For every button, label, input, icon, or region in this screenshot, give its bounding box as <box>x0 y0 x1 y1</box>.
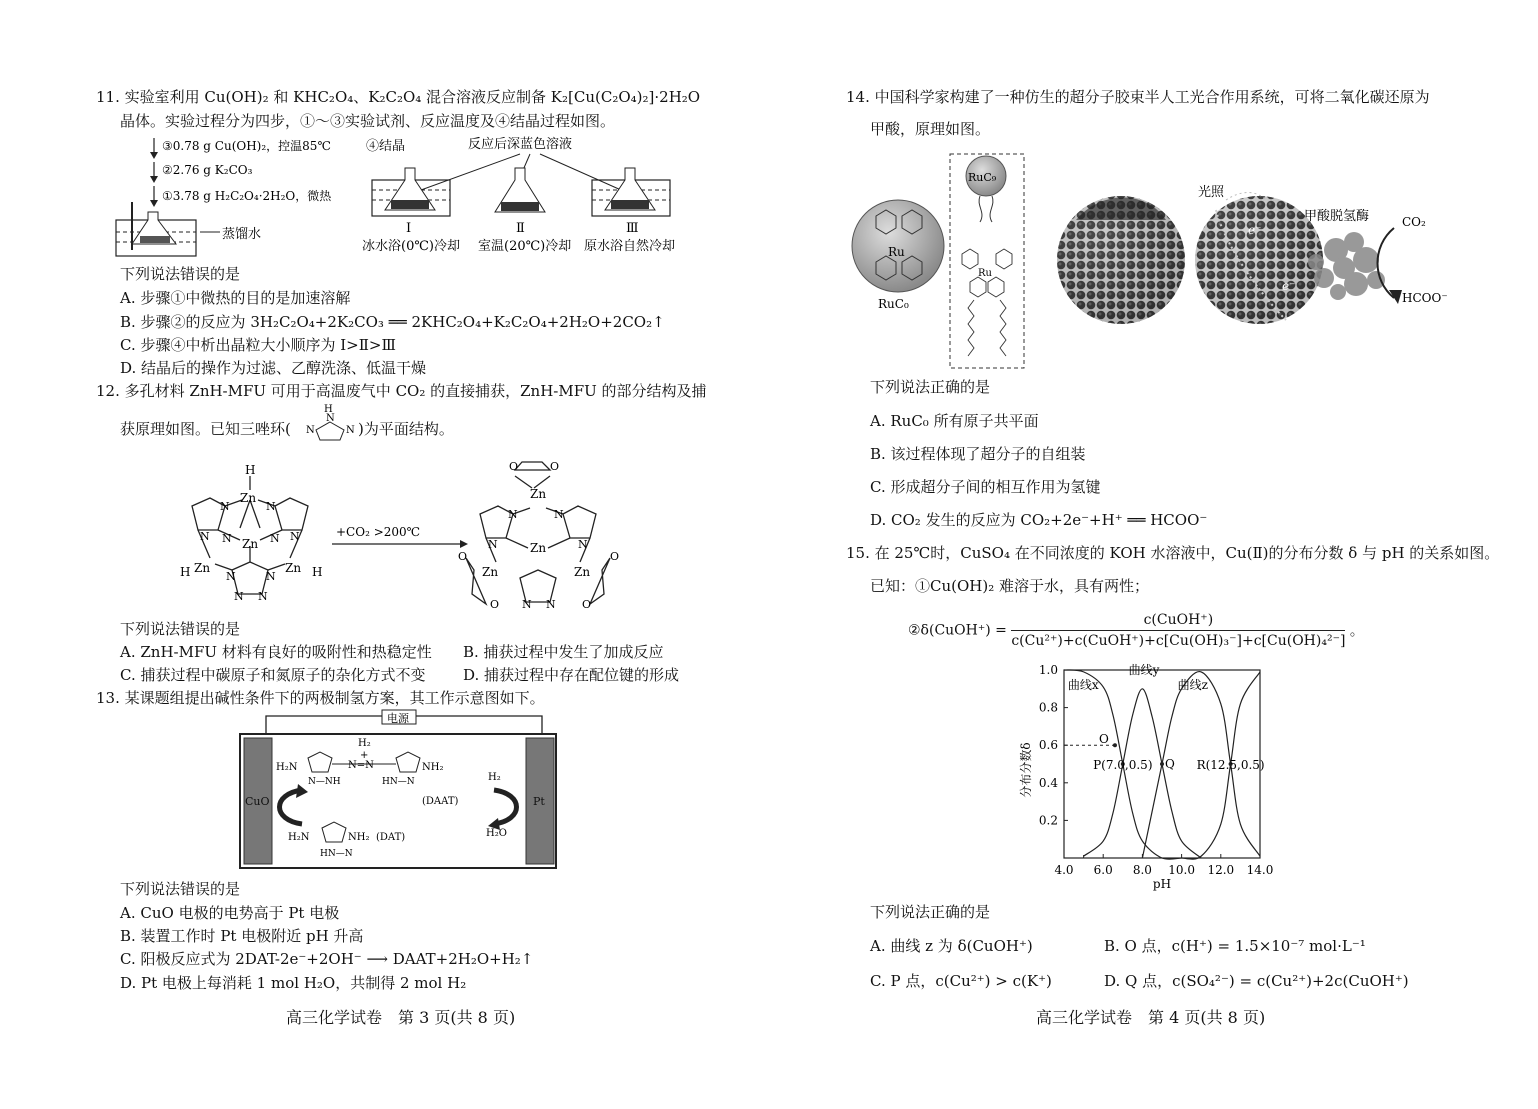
point-label: O <box>1098 732 1109 747</box>
svg-text:N: N <box>226 570 236 583</box>
svg-text:H: H <box>324 404 333 415</box>
svg-text:O: O <box>458 550 468 563</box>
chart-ylabel: 分布分数δ <box>1019 742 1033 798</box>
q12-option-d[interactable]: D. 捕获过程中存在配位键的形成 <box>463 666 680 684</box>
svg-text:O: O <box>550 460 560 473</box>
q11-flask3-label: 原水浴自然冷却 <box>584 239 676 254</box>
x-tick-label: 4.0 <box>1054 863 1074 877</box>
q12-option-c[interactable]: C. 捕获过程中碳原子和氮原子的杂化方式不变 <box>120 666 426 684</box>
q13-h2-top: H₂ <box>358 738 371 749</box>
point-label: Q <box>1165 757 1175 771</box>
q11-option-c[interactable]: C. 步骤④中析出晶粒大小顺序为 Ⅰ>Ⅱ>Ⅲ <box>120 336 396 354</box>
q13-pt-label: Pt <box>533 795 545 808</box>
q11-step2: ②2.76 g K₂CO₃ <box>162 163 253 177</box>
point-label: R(12.5,0.5) <box>1196 758 1265 772</box>
y-tick-label: 0.6 <box>1038 738 1058 753</box>
svg-text:HN—N: HN—N <box>382 777 415 787</box>
svg-text:O: O <box>509 460 519 473</box>
svg-text:Zn: Zn <box>285 561 302 575</box>
q14-electron-2: e⁻ <box>1282 279 1296 293</box>
y-tick-label: 0.8 <box>1038 700 1058 715</box>
svg-text:O: O <box>490 598 500 611</box>
q14-co2-label: CO₂ <box>1402 215 1426 229</box>
q14-ruc0-label: RuC₀ <box>878 297 909 311</box>
q11-option-b[interactable]: B. 步骤②的反应为 3H₂C₂O₄+2K₂CO₃ ══ 2KHC₂O₄+K₂C₂O₄+2H₂O+2CO₂↑ <box>120 313 665 331</box>
point-Q <box>1160 762 1164 766</box>
q13-question: 下列说法错误的是 <box>120 880 241 898</box>
q12-arrow-label: +CO₂ >200℃ <box>336 525 421 539</box>
triazole-ring-icon <box>300 402 360 442</box>
q11-step1: ①3.78 g H₂C₂O₄·2H₂O，微热 <box>162 189 332 203</box>
curve-label: 曲线y <box>1128 662 1160 677</box>
q14-line1: 14. 中国科学家构建了一种仿生的超分子胶束半人工光合作用系统，可将二氧化碳还原为 <box>846 88 1430 106</box>
svg-text:N: N <box>266 500 276 513</box>
curve-label: 曲线x <box>1067 677 1099 692</box>
x-tick-label: 8.0 <box>1132 863 1152 877</box>
curve-label: 曲线z <box>1177 677 1209 692</box>
svg-text:O: O <box>582 598 592 611</box>
svg-text:+: + <box>360 750 369 761</box>
q15-distribution-chart <box>1008 660 1288 892</box>
q13-option-c[interactable]: C. 阳极反应式为 2DAT-2e⁻+2OH⁻ ⟶ DAAT+2H₂O+H₂↑ <box>120 950 534 968</box>
svg-text:N: N <box>508 508 518 521</box>
q11-flask1-label: 冰水浴(0℃)冷却 <box>362 239 460 254</box>
q14-option-a[interactable]: A. RuC₀ 所有原子共平面 <box>870 412 1039 430</box>
q11-solution-label: 反应后深蓝色溶液 <box>468 137 573 152</box>
q12-line2a: 获原理如图。已知三唑环( <box>120 420 291 438</box>
series-line-曲线y <box>1084 689 1202 858</box>
q14-electron-1: e⁻ <box>1248 223 1262 237</box>
q11-step3: ③0.78 g Cu(OH)₂，控温85℃ <box>162 139 331 153</box>
q11-water-label: 蒸馏水 <box>222 227 262 242</box>
q12-line2b: )为平面结构。 <box>358 420 454 438</box>
svg-text:Ru: Ru <box>978 268 992 279</box>
svg-text:N: N <box>258 590 268 603</box>
q13-power: 电源 <box>387 712 409 725</box>
q15-option-d[interactable]: D. Q 点，c(SO₄²⁻) = c(Cu²⁺)+2c(CuOH⁺) <box>1104 972 1409 990</box>
q14-light-label: 光照 <box>1198 185 1225 200</box>
point-label: P(7.0,0.5) <box>1093 758 1153 772</box>
q14-question: 下列说法正确的是 <box>870 378 991 396</box>
svg-text:N: N <box>234 590 244 603</box>
svg-text:NH₂: NH₂ <box>422 762 444 773</box>
q15-formula-denominator: c(Cu²⁺)+c(CuOH⁺)+c[Cu(OH)₃⁻]+c[Cu(OH)₄²⁻] <box>1011 633 1346 649</box>
q13-cuo-label: CuO <box>245 795 270 808</box>
svg-text:Zn: Zn <box>240 491 257 505</box>
q11-line1: 11. 实验室利用 Cu(OH)₂ 和 KHC₂O₄、K₂C₂O₄ 混合溶液反应制备 K₂[Cu(C₂O₄)₂]·2H₂O <box>96 88 701 106</box>
x-tick-label: 10.0 <box>1168 863 1195 877</box>
x-tick-label: 14.0 <box>1246 863 1274 877</box>
svg-text:N—NH: N—NH <box>308 777 341 787</box>
svg-text:H: H <box>245 463 256 477</box>
svg-text:Zn: Zn <box>530 487 547 501</box>
y-tick-label: 0.4 <box>1038 775 1058 790</box>
svg-text:H: H <box>312 565 323 579</box>
q11-option-d[interactable]: D. 结晶后的操作为过滤、乙醇洗涤、低温干燥 <box>120 359 427 377</box>
svg-text:H: H <box>180 565 191 579</box>
chart-xlabel: pH <box>1152 877 1172 891</box>
q15-formula-numerator: c(CuOH⁺) <box>1011 612 1345 631</box>
svg-text:H₂N: H₂N <box>288 832 310 843</box>
y-tick-label: 1.0 <box>1038 663 1058 677</box>
q15-formula-end: 。 <box>1349 623 1364 640</box>
q14-ruc9-label: RuC₉ <box>968 171 997 184</box>
svg-text:N: N <box>270 532 280 545</box>
q14-enzyme-label: 甲酸脱氢酶 <box>1304 209 1370 224</box>
svg-text:N: N <box>554 508 564 521</box>
q14-ru-center: Ru <box>888 245 905 259</box>
q11-flask3-num: Ⅲ <box>626 221 639 236</box>
svg-text:NH₂: NH₂ <box>348 832 370 843</box>
q13-line1: 13. 某课题组提出碱性条件下的两极制氢方案，其工作示意图如下。 <box>96 689 545 707</box>
q13-daat: (DAAT) <box>422 796 459 807</box>
q14-line2: 甲酸，原理如图。 <box>870 120 991 138</box>
q13-h2-right: H₂ <box>488 772 501 783</box>
svg-text:H₂N: H₂N <box>276 762 298 773</box>
svg-text:Zn: Zn <box>574 565 591 579</box>
svg-text:HN—N: HN—N <box>320 849 353 859</box>
svg-text:Zn: Zn <box>530 541 547 555</box>
q15-option-a[interactable]: A. 曲线 z 为 δ(CuOH⁺) <box>870 937 1033 955</box>
q14-hcoo-label: HCOO⁻ <box>1402 291 1448 305</box>
svg-text:N: N <box>266 570 276 583</box>
svg-text:N: N <box>306 425 315 436</box>
q15-formula-left: ②δ(CuOH⁺) = <box>908 622 1007 639</box>
svg-text:N=N: N=N <box>348 760 374 771</box>
q11-flask1-num: Ⅰ <box>406 221 412 236</box>
q14-option-c[interactable]: C. 形成超分子间的相互作用为氢键 <box>870 478 1101 496</box>
svg-text:Zn: Zn <box>482 565 499 579</box>
q12-line1: 12. 多孔材料 ZnH-MFU 可用于高温废气中 CO₂ 的直接捕获，ZnH-MFU 的部分结构及捕 <box>96 382 707 400</box>
svg-text:N: N <box>578 538 588 551</box>
q15-option-b[interactable]: B. O 点，c(H⁺) = 1.5×10⁻⁷ mol·L⁻¹ <box>1104 937 1366 955</box>
q15-question: 下列说法正确的是 <box>870 903 991 921</box>
q11-option-a[interactable]: A. 步骤①中微热的目的是加速溶解 <box>120 289 351 307</box>
q11-flask2-label: 室温(20℃)冷却 <box>478 239 572 254</box>
svg-text:N: N <box>522 598 532 611</box>
q13-cell-diagram <box>236 708 561 872</box>
x-tick-label: 12.0 <box>1207 863 1235 877</box>
q14-micelle-diagram <box>846 150 1466 372</box>
q15-formula <box>908 612 1364 649</box>
svg-text:N: N <box>326 413 335 424</box>
q11-question: 下列说法错误的是 <box>120 265 241 283</box>
svg-text:N: N <box>346 425 355 436</box>
q12-option-a[interactable]: A. ZnH-MFU 材料有良好的吸附性和热稳定性 <box>120 643 432 661</box>
left-page-footer: 高三化学试卷 第 3 页(共 8 页) <box>286 1008 516 1027</box>
q13-dat: (DAT) <box>376 832 406 843</box>
svg-text:N: N <box>546 598 556 611</box>
q12-option-b[interactable]: B. 捕获过程中发生了加成反应 <box>463 643 664 661</box>
q13-option-b[interactable]: B. 装置工作时 Pt 电极附近 pH 升高 <box>120 927 364 945</box>
q12-question: 下列说法错误的是 <box>120 620 241 638</box>
q13-option-a[interactable]: A. CuO 电极的电势高于 Pt 电极 <box>120 904 340 922</box>
q12-structure-diagram <box>170 458 640 618</box>
q13-option-d[interactable]: D. Pt 电极上每消耗 1 mol H₂O，共制得 2 mol H₂ <box>120 974 467 992</box>
svg-text:N: N <box>290 530 300 543</box>
svg-text:N: N <box>488 538 498 551</box>
right-page-footer: 高三化学试卷 第 4 页(共 8 页) <box>1036 1008 1266 1027</box>
svg-text:O: O <box>610 550 620 563</box>
y-tick-label: 0.2 <box>1038 813 1058 828</box>
svg-text:N: N <box>220 500 230 513</box>
q11-flask2-num: Ⅱ <box>516 221 525 236</box>
q15-option-c[interactable]: C. P 点，c(Cu²⁺) > c(K⁺) <box>870 972 1052 990</box>
svg-text:Zn: Zn <box>194 561 211 575</box>
q11-line2: 晶体。实验过程分为四步，①～③实验试剂、反应温度及④结晶过程如图。 <box>120 112 616 130</box>
svg-text:N: N <box>222 532 232 545</box>
x-tick-label: 6.0 <box>1093 863 1113 877</box>
q14-option-b[interactable]: B. 该过程体现了超分子的自组装 <box>870 445 1086 463</box>
q15-formula-fraction <box>1011 612 1345 649</box>
svg-text:Zn: Zn <box>242 537 259 551</box>
q15-line1: 15. 在 25℃时，CuSO₄ 在不同浓度的 KOH 水溶液中，Cu(Ⅱ)的分布分数 δ 与 pH 的关系如图。 <box>846 544 1500 562</box>
q11-cryst-label: ④结晶 <box>366 139 406 154</box>
q14-option-d[interactable]: D. CO₂ 发生的反应为 CO₂+2e⁻+H⁺ ══ HCOO⁻ <box>870 511 1208 529</box>
svg-text:N: N <box>200 530 210 543</box>
q11-diagram <box>110 132 710 262</box>
q13-h2o: H₂O <box>486 828 507 839</box>
q15-line2: 已知：①Cu(OH)₂ 难溶于水，具有两性； <box>870 577 1150 595</box>
